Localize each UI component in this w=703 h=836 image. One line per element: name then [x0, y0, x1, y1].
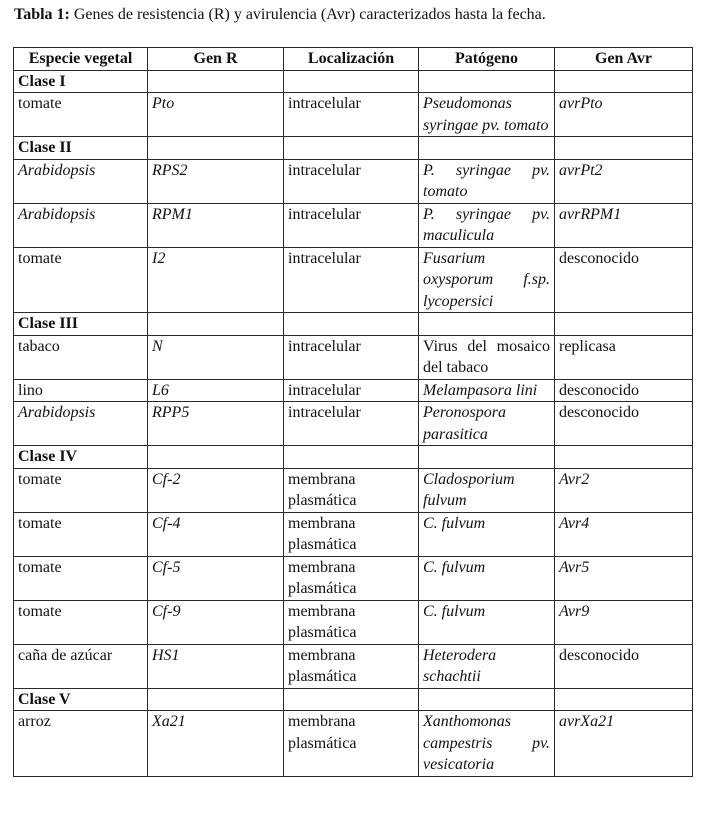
species-cell: lino: [14, 379, 148, 402]
gene-r-cell: Cf-9: [148, 600, 284, 644]
empty-cell: [284, 313, 419, 336]
empty-cell: [419, 446, 555, 469]
gene-r-cell: RPP5: [148, 402, 284, 446]
header-location: Localización: [284, 48, 419, 71]
pathogen-cell: C. fulvum: [419, 512, 555, 556]
class-label: Clase IV: [14, 446, 148, 469]
table-row: [14, 93, 693, 137]
class-row: [14, 688, 693, 711]
table-row: [14, 644, 693, 688]
species-cell: tomate: [14, 247, 148, 313]
table-row: [14, 468, 693, 512]
species-cell: tabaco: [14, 335, 148, 379]
gene-r-cell: RPM1: [148, 203, 284, 247]
species-cell: arroz: [14, 711, 148, 777]
species-cell: caña de azúcar: [14, 644, 148, 688]
pathogen-cell: Fusarium oxysporum f.sp. lycopersici: [419, 247, 555, 313]
location-cell: intracelular: [284, 159, 419, 203]
location-cell: intracelular: [284, 402, 419, 446]
class-label: Clase III: [14, 313, 148, 336]
species-cell: Arabidopsis: [14, 402, 148, 446]
gene-avr-cell: avrXa21: [555, 711, 693, 777]
pathogen-cell: Peronospora parasitica: [419, 402, 555, 446]
gene-avr-cell: desconocido: [555, 402, 693, 446]
class-label: Clase V: [14, 688, 148, 711]
empty-cell: [419, 137, 555, 160]
gene-avr-cell: avrPto: [555, 93, 693, 137]
location-cell: membrana plasmática: [284, 644, 419, 688]
empty-cell: [148, 137, 284, 160]
gene-r-cell: RPS2: [148, 159, 284, 203]
empty-cell: [284, 70, 419, 93]
empty-cell: [555, 688, 693, 711]
gene-avr-cell: desconocido: [555, 379, 693, 402]
gene-r-cell: Xa21: [148, 711, 284, 777]
empty-cell: [284, 137, 419, 160]
pathogen-cell: C. fulvum: [419, 600, 555, 644]
caption-label: Tabla 1:: [14, 6, 70, 23]
location-cell: membrana plasmática: [284, 468, 419, 512]
table-header-row: [14, 48, 693, 71]
table-body: [14, 70, 693, 776]
pathogen-cell: Cladosporium fulvum: [419, 468, 555, 512]
gene-r-cell: HS1: [148, 644, 284, 688]
resistance-genes-table: [13, 47, 693, 777]
empty-cell: [555, 446, 693, 469]
gene-avr-cell: Avr4: [555, 512, 693, 556]
empty-cell: [284, 446, 419, 469]
gene-avr-cell: Avr9: [555, 600, 693, 644]
caption-text: Genes de resistencia (R) y avirulencia (Avr) caracterizados hasta la fecha.: [69, 6, 546, 23]
location-cell: intracelular: [284, 247, 419, 313]
table-row: [14, 379, 693, 402]
pathogen-cell: Heterodera schachtii: [419, 644, 555, 688]
class-row: [14, 446, 693, 469]
table-row: [14, 335, 693, 379]
empty-cell: [419, 313, 555, 336]
header-pathogen: Patógeno: [419, 48, 555, 71]
species-cell: tomate: [14, 512, 148, 556]
pathogen-cell: Melampasora lini: [419, 379, 555, 402]
empty-cell: [419, 688, 555, 711]
species-cell: tomate: [14, 600, 148, 644]
gene-avr-cell: desconocido: [555, 247, 693, 313]
header-species: Especie vegetal: [14, 48, 148, 71]
gene-r-cell: Pto: [148, 93, 284, 137]
empty-cell: [148, 313, 284, 336]
empty-cell: [555, 137, 693, 160]
empty-cell: [555, 313, 693, 336]
location-cell: membrana plasmática: [284, 556, 419, 600]
pathogen-cell: Xanthomonas campestris pv. vesicatoria: [419, 711, 555, 777]
location-cell: intracelular: [284, 203, 419, 247]
empty-cell: [284, 688, 419, 711]
table-row: [14, 512, 693, 556]
species-cell: Arabidopsis: [14, 203, 148, 247]
pathogen-cell: C. fulvum: [419, 556, 555, 600]
header-gene-avr: Gen Avr: [555, 48, 693, 71]
header-gene-r: Gen R: [148, 48, 284, 71]
class-row: [14, 137, 693, 160]
gene-avr-cell: replicasa: [555, 335, 693, 379]
gene-avr-cell: avrPt2: [555, 159, 693, 203]
class-label: Clase I: [14, 70, 148, 93]
empty-cell: [148, 446, 284, 469]
gene-r-cell: Cf-4: [148, 512, 284, 556]
species-cell: tomate: [14, 93, 148, 137]
gene-r-cell: Cf-5: [148, 556, 284, 600]
species-cell: Arabidopsis: [14, 159, 148, 203]
gene-r-cell: L6: [148, 379, 284, 402]
table-row: [14, 556, 693, 600]
table-row: [14, 159, 693, 203]
table-row: [14, 711, 693, 777]
location-cell: intracelular: [284, 335, 419, 379]
pathogen-cell: P. syringae pv. tomato: [419, 159, 555, 203]
class-row: [14, 70, 693, 93]
empty-cell: [148, 688, 284, 711]
location-cell: membrana plasmática: [284, 600, 419, 644]
pathogen-cell: P. syringae pv. maculicula: [419, 203, 555, 247]
location-cell: membrana plasmática: [284, 711, 419, 777]
gene-avr-cell: avrRPM1: [555, 203, 693, 247]
gene-avr-cell: desconocido: [555, 644, 693, 688]
gene-r-cell: N: [148, 335, 284, 379]
gene-r-cell: I2: [148, 247, 284, 313]
table-row: [14, 402, 693, 446]
gene-avr-cell: Avr5: [555, 556, 693, 600]
table-row: [14, 600, 693, 644]
species-cell: tomate: [14, 468, 148, 512]
pathogen-cell: Virus del mosaico del tabaco: [419, 335, 555, 379]
class-row: [14, 313, 693, 336]
location-cell: intracelular: [284, 379, 419, 402]
class-label: Clase II: [14, 137, 148, 160]
empty-cell: [148, 70, 284, 93]
gene-avr-cell: Avr2: [555, 468, 693, 512]
gene-r-cell: Cf-2: [148, 468, 284, 512]
species-cell: tomate: [14, 556, 148, 600]
empty-cell: [419, 70, 555, 93]
table-caption: [14, 6, 546, 24]
table-row: [14, 203, 693, 247]
location-cell: intracelular: [284, 93, 419, 137]
location-cell: membrana plasmática: [284, 512, 419, 556]
pathogen-cell: Pseudomonas syringae pv. tomato: [419, 93, 555, 137]
table-row: [14, 247, 693, 313]
empty-cell: [555, 70, 693, 93]
